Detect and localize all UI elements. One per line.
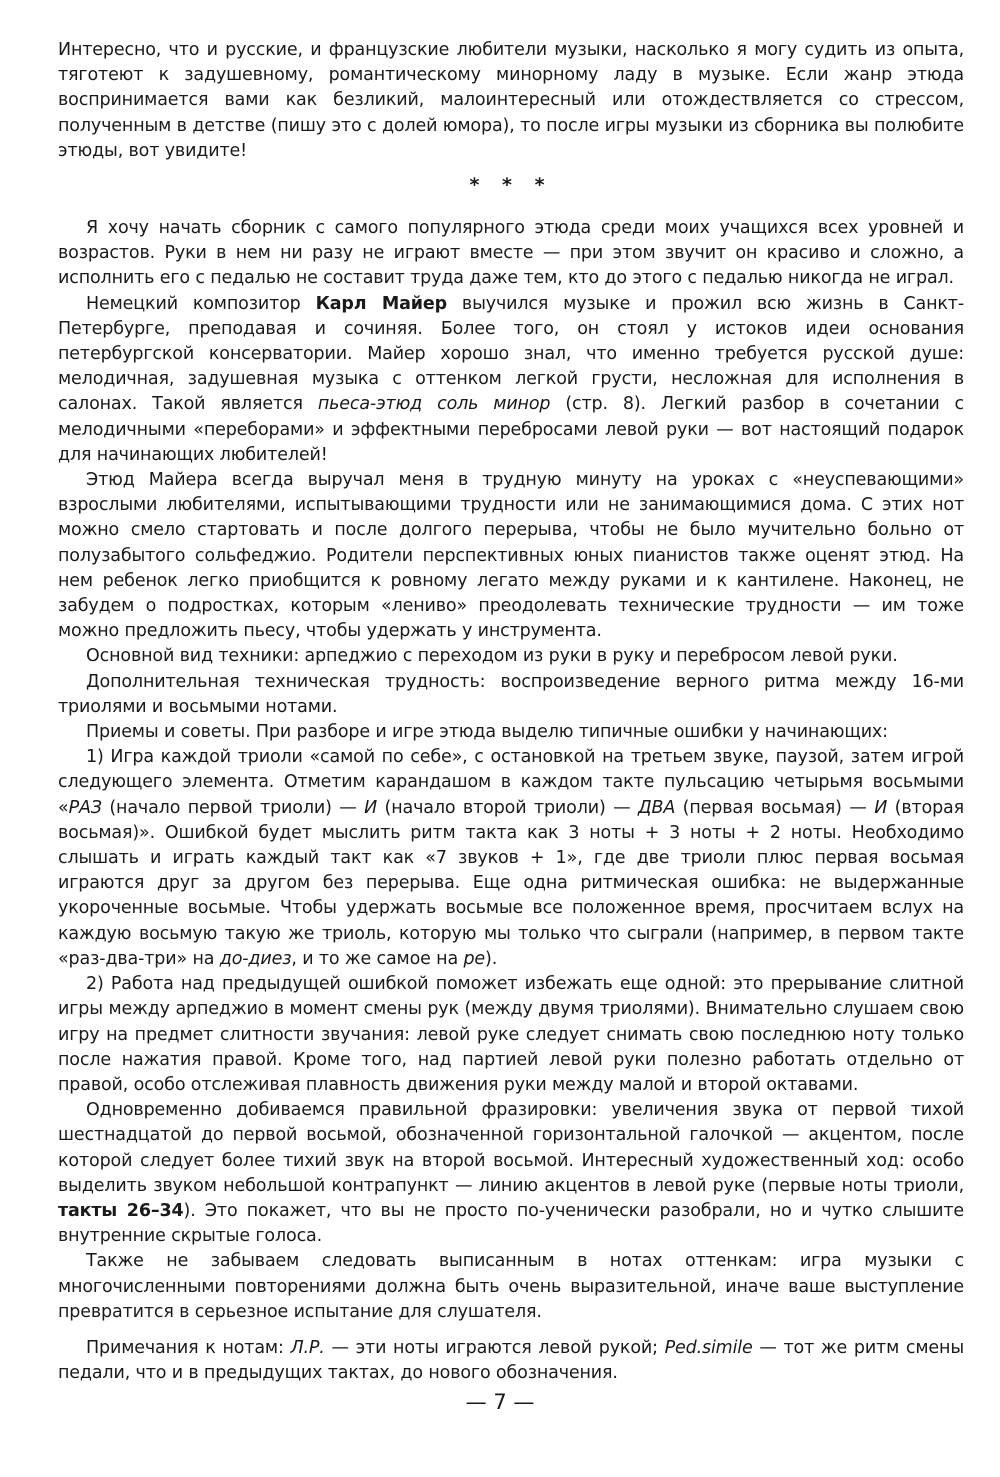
paragraph-8: 2) Работа над предыдущей ошибкой поможет избежать еще одной: это прерывание слитной игры между арпеджио в момент смены рук (между двумя триолями). Внимательно слушаем свою игру на предмет слитности звучания: левой руке следует снимать свою последнюю ноту только после нажатия правой. Кроме того, над партией левой руки полезно работать отдельно от правой, особо отслеживая плавность движения руки между малой и второй октавами. [58,974,964,1095]
paragraph-9: Одновременно добиваемся правильной фразировки: увеличения звука от первой тихой шестнадцатой до первой восьмой, обозначенной горизонтальной галочкой — акцентом, после которой следует более тихий звук на второй восьмой. Интересный художественный ход: особо выделить звуком небольшой контрапункт — линию акцентов в левой руке (первые ноты триоли, такты 26–34). Это покажет, что вы не просто по-ученически разобрали, но и чутко слышите внутренние скрытые голоса. [58,1100,964,1247]
paragraph-10: Также не забываем следовать выписанным в нотах оттенкам: игра музыки с многочисленными повторениями должна быть очень выразительной, иначе ваше выступление превратится в серьезное испытание для слушателя. [58,1251,964,1322]
piece-title: пьеса-этюд соль минор [317,394,551,415]
page-number: — 7 — [465,1390,535,1414]
intro-paragraph: Интересно, что и русские, и французские любители музыки, насколько я могу судить из опыта, тяготеют к задушевному, романтическому минорному ладу в музыке. Если жанр этюда воспринимается вами как безликий, малоинтересный или отождествляется со стрессом, полученным в детстве (пишу это с долей юмора), то после игры музыки из сборника вы полюбите этюды, вот увидите! [58,40,964,161]
page-content [58,38,964,1384]
notes-section [58,1336,964,1386]
paragraph-1: Я хочу начать сборник с самого популярного этюда среди моих учащихся всех уровней и возрастов. Руки в нем ни разу не играют вместе — при этом звучит он красиво и сложно, а исполнить его с педалью не составит труда даже тем, кто до этого с педалью никогда не играл. [58,218,964,289]
notes-paragraph: Примечания к нотам: Л.Р. — эти ноты играются левой рукой; Ped.simile — тот же ритм смены педали, что и в предыдущих тактах, до нового обозначения. [58,1338,964,1384]
section-separator: * * * [469,174,553,196]
paragraph-7: 1) Игра каждой триоли «самой по себе», с остановкой на третьем звуке, паузой, затем игрой следующего элемента. Отметим карандашом в каждом такте пульсацию четырьмя восьмыми «РАЗ (начало первой триоли) — И (начало второй триоли) — ДВА (первая восьмая) — И (вторая восьмая)». Ошибкой будет мыслить ритм такта как 3 ноты + 3 ноты + 2 ноты. Необходимо слышать и играть каждый такт как «7 звуков + 1», где две триоли плюс первая восьмая играются друг за другом без перерыва. Еще одна ритмическая ошибка: не выдержанные укороченные восьмые. Чтобы удержать восьмые все положенное время, просчитаем вслух на каждую восьмую такую же триоль, которую мы только что сыграли (например, в первом такте «раз-два-три» на до-диез, и то же самое на ре). [58,747,964,969]
composer-name: Карл Майер [315,293,447,314]
paragraph-3: Этюд Майера всегда выручал меня в трудную минуту на уроках с «неуспевающими» взрослыми любителями, испытывающими трудности или не занимающимися дома. С этих нот можно смело стартовать и после долгого перерыва, чтобы не было мучительно больно от полузабытого сольфеджио. Родители перспективных юных пианистов также оценят этюд. На нем ребенок легко приобщится к ровному легато между руками и к кантилене. Наконец, не забудем о подростках, которым «лениво» преодолевать технические трудности — им тоже можно предложить пьесу, чтобы удержать у инструмента. [58,470,964,642]
bars-reference: такты 26–34 [58,1200,184,1221]
paragraph-5: Дополнительная техническая трудность: воспроизведение верного ритма между 16-ми триолями и восьмыми нотами. [58,671,964,717]
main-text [58,216,964,1325]
paragraph-4: Основной вид техники: арпеджио с переходом из руки в руку и перебросом левой руки. [86,646,898,667]
paragraph-6: Приемы и советы. При разборе и игре этюда выделю типичные ошибки у начинающих: [86,722,888,743]
paragraph-2: Немецкий композитор Карл Майер выучился музыке и прожил всю жизнь в Санкт-Петербурге, преподавая и сочиняя. Более того, он стоял у истоков идеи основания петербургской консерватории. Майер хорошо знал, что именно требуется русской душе: мелодичная, задушевная музыка с оттенком легкой грусти, несложная для исполнения в салонах. Такой является пьеса-этюд соль минор (стр. 8). Легкий разбор в сочетании с мелодичными «переборами» и эффектными перебросами левой руки — вот настоящий подарок для начинающих любителей! [58,293,964,465]
